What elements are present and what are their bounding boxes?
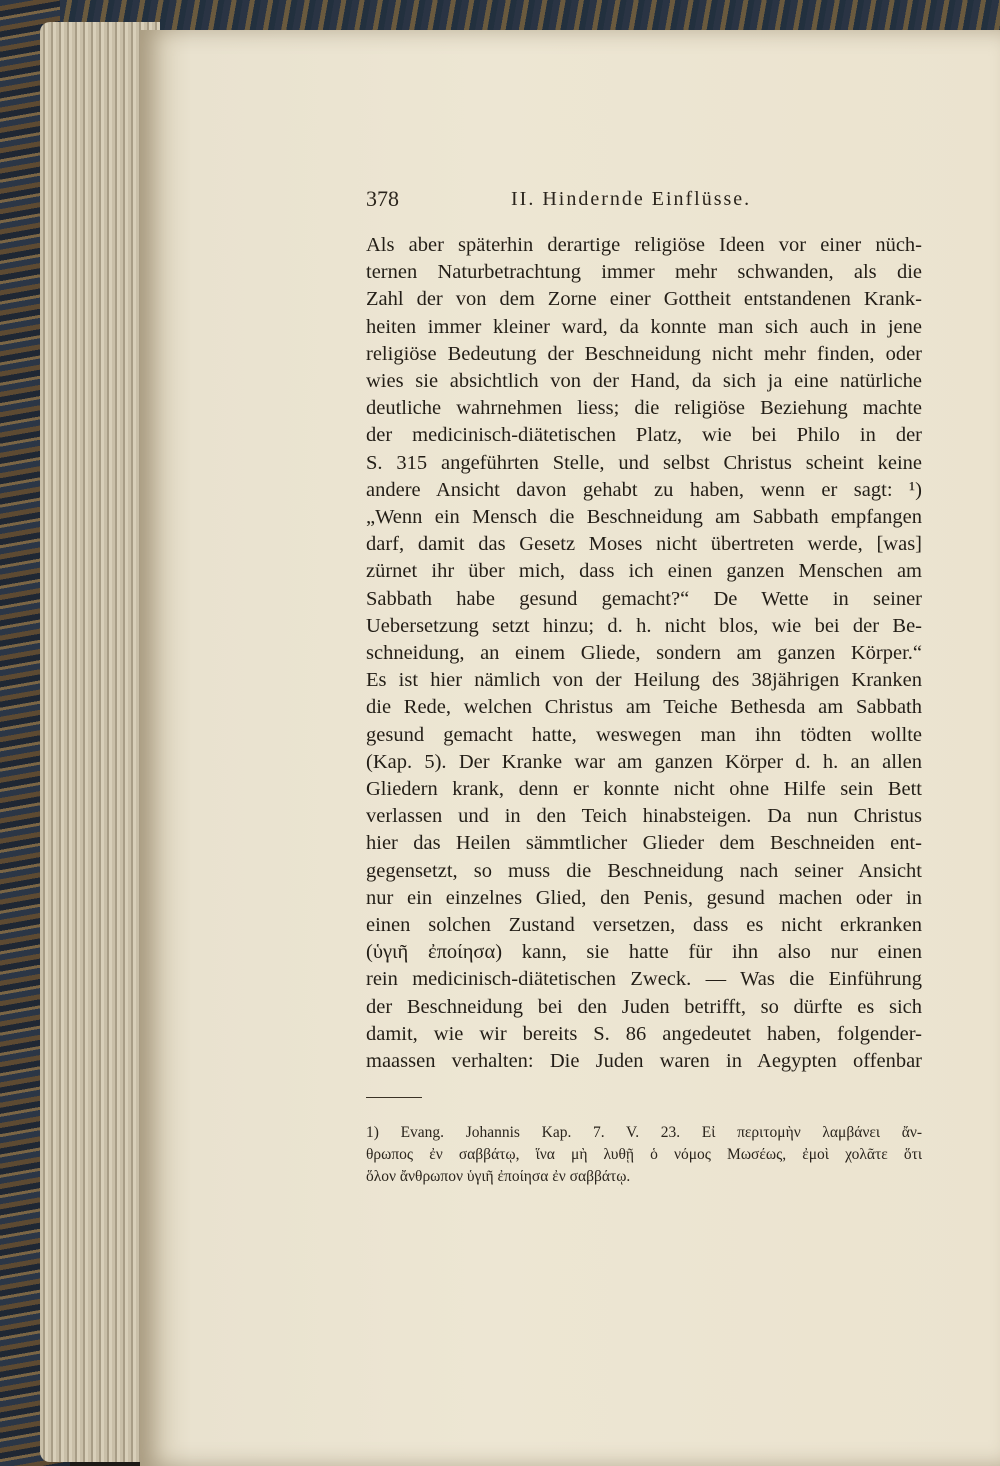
text-line: Gliedern krank, denn er konnte nicht ohne Hilfe sein Bett xyxy=(366,778,922,801)
footnote-rule xyxy=(366,1097,422,1098)
page-header xyxy=(366,186,926,226)
text-line: Sabbath habe gesund gemacht?“ De Wette in seiner xyxy=(366,587,922,610)
page-number: 378 xyxy=(366,186,399,211)
text-line: der Beschneidung bei den Juden betrifft, so dürfte es sich xyxy=(366,995,922,1018)
book-top-edge xyxy=(60,0,1000,34)
text-line: gegensetzt, so muss die Beschneidung nach seiner Ansicht xyxy=(366,859,922,882)
body-text xyxy=(366,232,922,1075)
text-line: heiten immer kleiner ward, da konnte man sich auch in jene xyxy=(366,315,922,338)
text-line: nur ein einzelnes Glied, den Penis, gesund machen oder in xyxy=(366,886,922,909)
text-line: rein medicinisch-diätetischen Zweck. — Was die Einführung xyxy=(366,968,922,991)
footnote-line: ὅλον ἄνθρωπον ὑγιῆ ἐποίησα ἐν σαββάτῳ. xyxy=(366,1168,631,1185)
text-line: wies sie absichtlich von der Hand, da sich ja eine natürliche xyxy=(366,370,922,393)
text-line: einen solchen Zustand versetzen, dass es nicht erkranken xyxy=(366,914,922,937)
text-line: ternen Naturbetrachtung immer mehr schwanden, als die xyxy=(366,261,922,284)
text-line: der medicinisch-diätetischen Platz, wie bei Philo in der xyxy=(366,424,922,447)
text-line: „Wenn ein Mensch die Beschneidung am Sabbath empfangen xyxy=(366,506,922,529)
text-line: schneidung, an einem Gliede, sondern am ganzen Körper.“ xyxy=(366,642,922,665)
text-line: religiöse Bedeutung der Beschneidung nicht mehr finden, oder xyxy=(366,342,922,365)
footnote-line: 1) Evang. Johannis Kap. 7. V. 23. Εἰ περιτομὴν λαμβάνει ἄν- xyxy=(366,1124,922,1141)
footnote xyxy=(366,1122,922,1188)
text-line: zürnet ihr über mich, dass ich einen ganzen Menschen am xyxy=(366,560,922,583)
text-line: damit, wie wir bereits S. 86 angedeutet haben, folgender- xyxy=(366,1022,922,1045)
running-head: II. Hindernde Einflüsse. xyxy=(511,188,752,210)
text-line: Als aber späterhin derartige religiöse Ideen vor einer nüch- xyxy=(366,234,922,256)
text-line: Uebersetzung setzt hinzu; d. h. nicht blos, wie bei der Be- xyxy=(366,614,922,637)
footnote-line: θρωπος ἐν σαββάτῳ, ἵνα μὴ λυθῇ ὁ νόμος Μωσέως, ἐμοὶ χολᾶτε ὅτι xyxy=(366,1146,922,1163)
text-line: andere Ansicht davon gehabt zu haben, wenn er sagt: ¹) xyxy=(366,478,922,501)
text-line: maassen verhalten: Die Juden waren in Aegypten offenbar xyxy=(366,1050,922,1073)
text-line: verlassen und in den Teich hinabsteigen. Da nun Christus xyxy=(366,805,922,828)
text-line: Zahl der von dem Zorne einer Gottheit entstandenen Krank- xyxy=(366,288,922,311)
text-line: gesund gemacht hatte, weswegen man ihn tödten wollte xyxy=(366,723,922,746)
text-line: (Kap. 5). Der Kranke war am ganzen Körper d. h. an allen xyxy=(366,750,922,773)
text-line: (ὑγιῆ ἐποίησα) kann, sie hatte für ihn also nur einen xyxy=(366,941,922,964)
text-line: deutliche wahrnehmen liess; die religiöse Beziehung machte xyxy=(366,397,922,420)
text-line: hier das Heilen sämmtlicher Glieder dem Beschneiden ent- xyxy=(366,832,922,855)
text-line: S. 315 angeführten Stelle, und selbst Christus scheint keine xyxy=(366,451,922,474)
text-line: Es ist hier nämlich von der Heilung des 38jährigen Kranken xyxy=(366,669,922,692)
text-line: darf, damit das Gesetz Moses nicht übertreten werde, [was] xyxy=(366,533,922,556)
text-line: die Rede, welchen Christus am Teiche Bethesda am Sabbath xyxy=(366,696,922,719)
